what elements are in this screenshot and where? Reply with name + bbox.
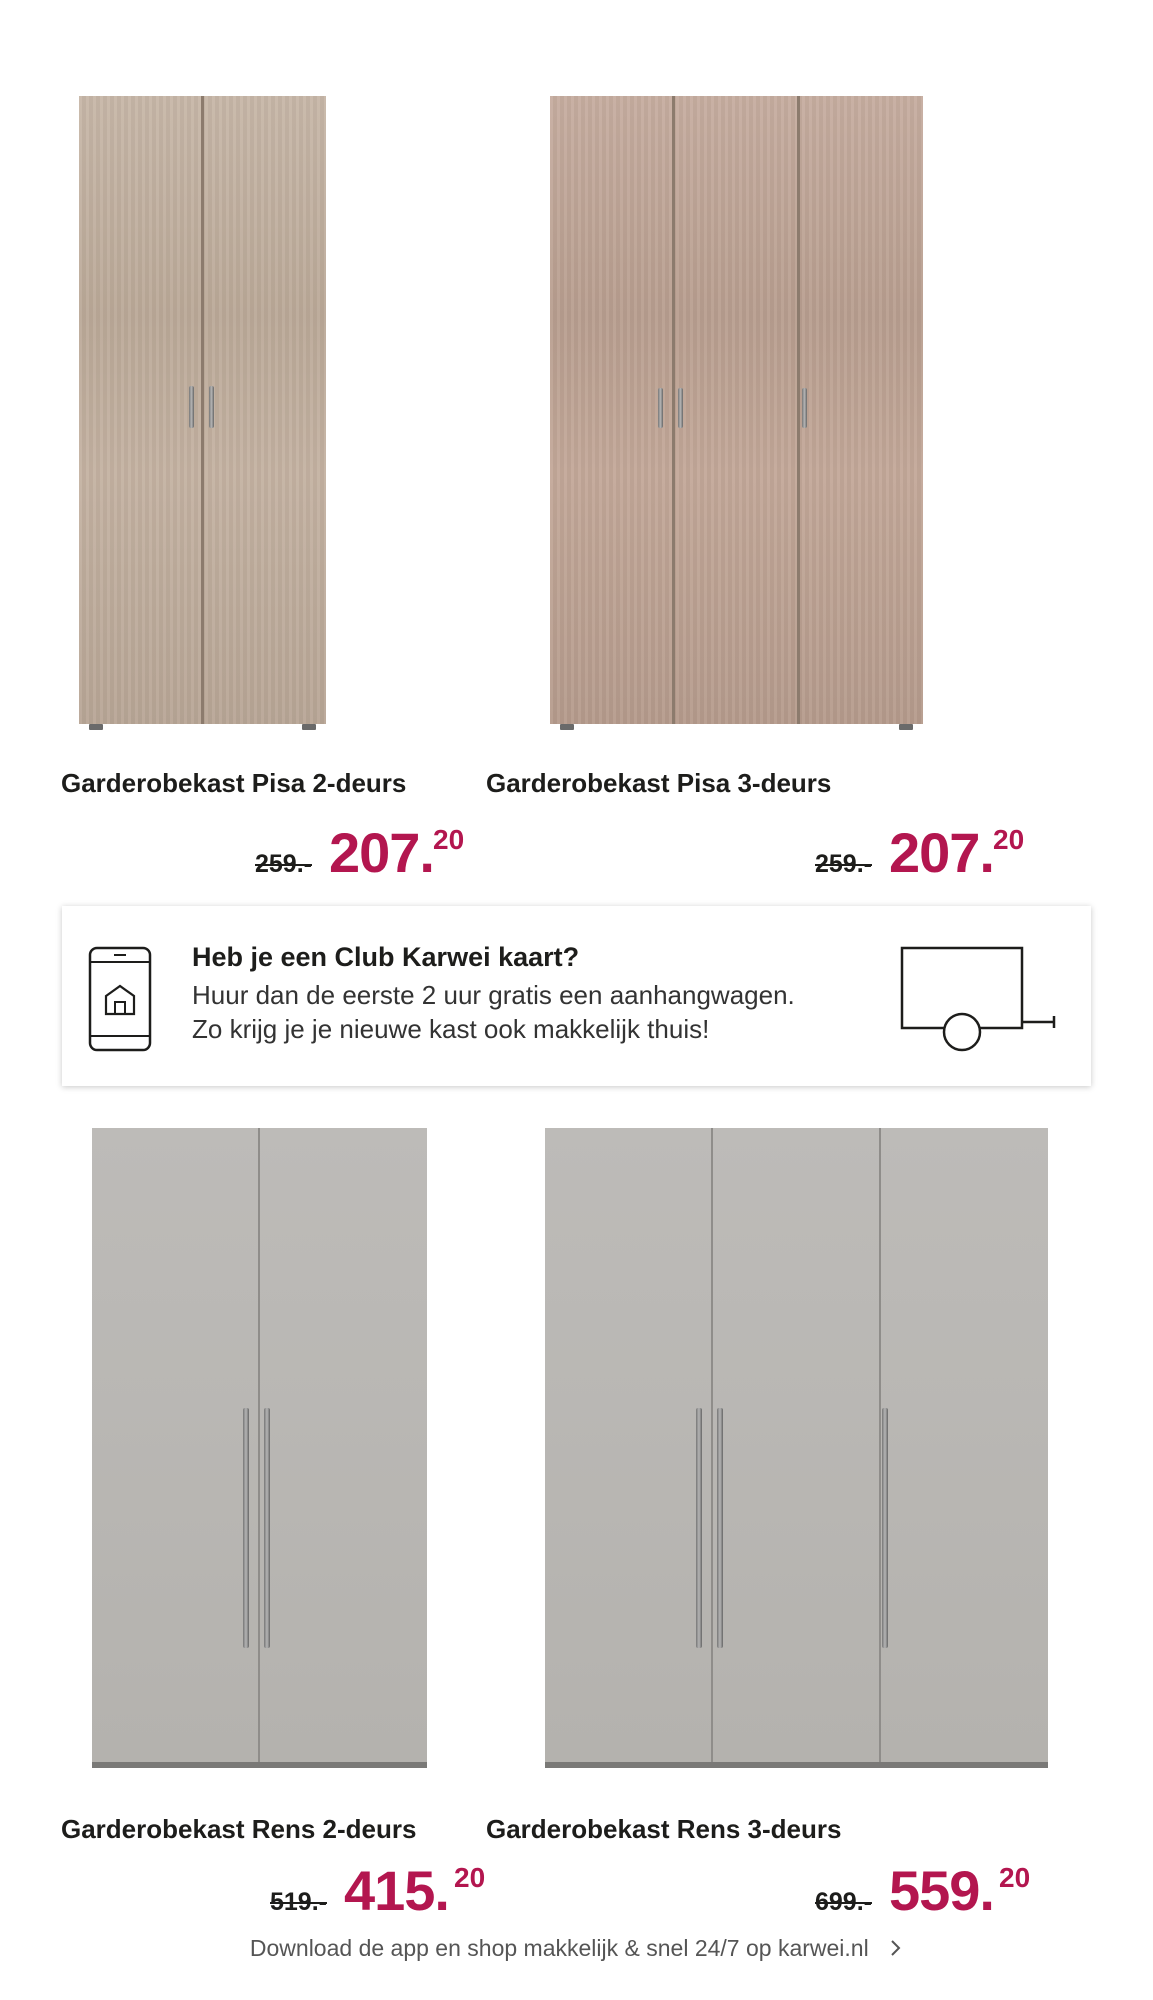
current-price-cents: 20 — [433, 824, 465, 855]
wardrobe-pisa-2-deurs-image[interactable] — [79, 96, 326, 724]
old-price: 259.- — [255, 850, 312, 878]
product-name: Garderobekast Pisa 3-deurs — [486, 768, 832, 798]
club-karwei-banner — [62, 906, 1091, 1086]
old-price: 699.- — [815, 1888, 872, 1916]
current-price: 559. — [889, 1859, 994, 1922]
old-price: 259.- — [815, 850, 872, 878]
wardrobe-rens-3-deurs-image[interactable] — [545, 1128, 1048, 1768]
current-price: 415. — [344, 1859, 449, 1922]
chevron-right-icon[interactable] — [889, 1939, 903, 1957]
product-name: Garderobekast Rens 2-deurs — [61, 1814, 417, 1844]
price-block — [255, 820, 485, 890]
wardrobe-pisa-3-deurs-image[interactable] — [550, 96, 923, 724]
trailer-icon — [898, 944, 1058, 1054]
current-price: 207. — [889, 821, 994, 884]
current-price-cents: 20 — [993, 824, 1025, 855]
old-price: 519.- — [270, 1888, 327, 1916]
phone-home-icon — [88, 946, 152, 1052]
app-download-footer[interactable] — [0, 1935, 1153, 1962]
banner-title: Heb je een Club Karwei kaart? — [192, 942, 580, 972]
banner-line-2: Zo krijg je je nieuwe kast ook makkelijk thuis! — [192, 1014, 710, 1044]
price-block — [815, 820, 1045, 890]
banner-line-1: Huur dan de eerste 2 uur gratis een aanhangwagen. — [192, 980, 795, 1010]
current-price-cents: 20 — [999, 1862, 1031, 1893]
product-name: Garderobekast Rens 3-deurs — [486, 1814, 842, 1844]
current-price-cents: 20 — [454, 1862, 486, 1893]
price-block — [270, 1858, 500, 1928]
wardrobe-rens-2-deurs-image[interactable] — [92, 1128, 427, 1768]
price-block — [815, 1858, 1045, 1928]
footer-text[interactable]: Download de app en shop makkelijk & snel 24/7 op karwei.nl — [249, 1935, 869, 1961]
current-price: 207. — [329, 821, 434, 884]
product-name: Garderobekast Pisa 2-deurs — [61, 768, 407, 798]
